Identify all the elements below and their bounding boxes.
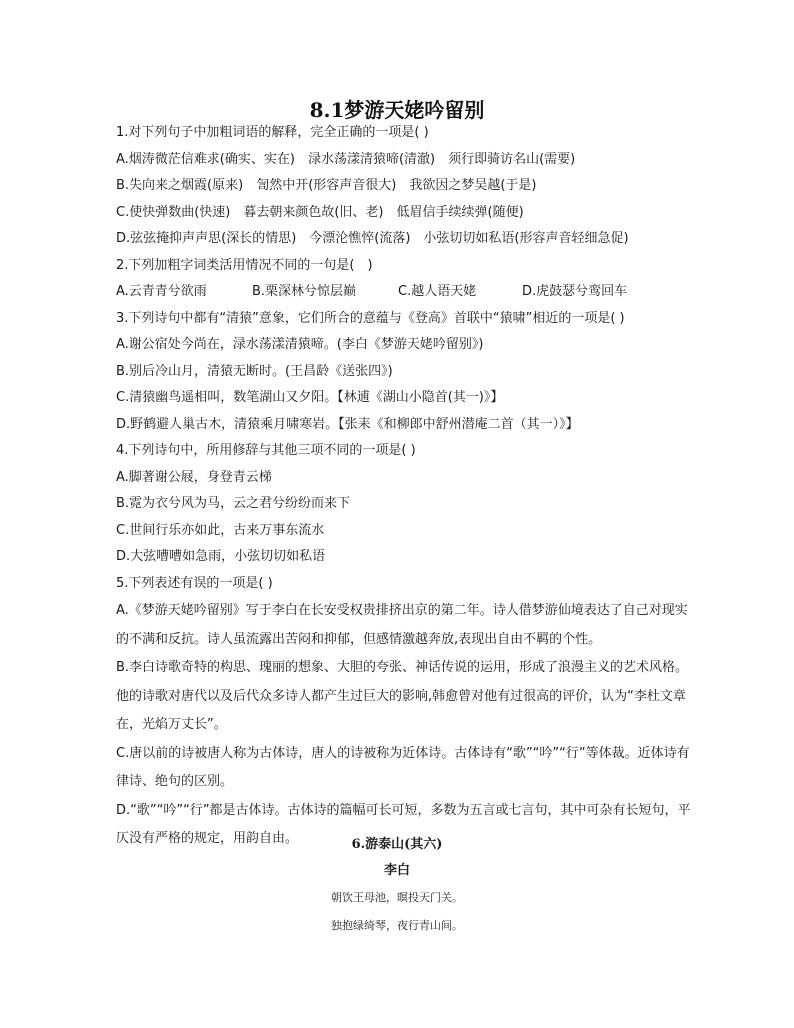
option-d: D.野鹤避人巢古木，清猿乘月啸寒岩。【张耒《和柳郎中舒州潜庵二首（其一）》】 bbox=[116, 416, 579, 432]
options-row bbox=[116, 279, 691, 306]
option-c: C.唐以前的诗被唐人称为古体诗，唐人的诗被称为近体诗。古体诗有“歌”“吟”“行”等体裁。近体诗有律诗、绝句的区别。 bbox=[116, 745, 690, 789]
question-1 bbox=[116, 120, 691, 253]
poem-author: 李白 bbox=[383, 863, 410, 878]
question-2 bbox=[116, 253, 691, 306]
option-a: A.云青青兮欲雨 bbox=[116, 284, 207, 299]
page-title: 8.1梦游天姥吟留别 bbox=[309, 98, 485, 122]
question-5 bbox=[116, 571, 691, 854]
option-d: D.弦弦掩抑声声思(深长的情思) 今漂沦憔悴(流落) 小弦切切如私语(形容声音轻细急促) bbox=[116, 231, 629, 246]
option-b: B.栗深林兮惊层巅 bbox=[252, 284, 357, 299]
poem-section bbox=[0, 832, 794, 940]
option-a: A.脚著谢公屐，身登青云梯 bbox=[116, 469, 272, 485]
option-a: A.谢公宿处今尚在，渌水荡漾清猿啼。(李白《梦游天姥吟留别》) bbox=[116, 337, 484, 352]
question-4 bbox=[116, 438, 691, 571]
question-3 bbox=[116, 306, 691, 439]
option-b: B.失向来之烟霞(原来) 訇然中开(形容声音很大) 我欲因之梦吴越(于是) bbox=[116, 178, 537, 193]
poem-line: 独抱绿绮琴，夜行青山间。 bbox=[331, 919, 463, 932]
question-stem: 2.下列加粗字词类活用情况不同的一句是( ) bbox=[116, 257, 373, 273]
question-stem: 5.下列表述有误的一项是( ) bbox=[116, 575, 273, 591]
option-d: D.虎鼓瑟兮鸾回车 bbox=[522, 284, 628, 299]
poem-title: 6.游泰山(其六) bbox=[351, 837, 443, 852]
question-stem: 3.下列诗句中都有“清猿”意象，它们所合的意蕴与《登高》首联中“猿啸”相近的一项是( ) bbox=[116, 310, 625, 326]
option-b: B.霓为衣兮风为马，云之君兮纷纷而来下 bbox=[116, 496, 351, 511]
option-c: C.使快弹数曲(快速) 暮去朝来颜色故(旧、老) 低眉信手续续弹(随便) bbox=[116, 204, 524, 220]
option-d: D.大弦嘈嘈如急雨，小弦切切如私语 bbox=[116, 549, 326, 564]
question-list bbox=[116, 120, 691, 854]
question-stem: 4.下列诗句中，所用修辞与其他三项不同的一项是( ) bbox=[116, 443, 416, 458]
option-c: C.清猿幽鸟遥相叫，数笔湖山又夕阳。【林逋《湖山小隐首(其一)》】 bbox=[116, 390, 504, 405]
option-a: A.烟涛微茫信难求(确实、实在) 渌水荡漾清猿啼(清澈) 须行即骑访名山(需要) bbox=[116, 151, 576, 167]
option-b: B.别后冷山月，清猿无断时。(王昌龄《送张四》) bbox=[116, 363, 393, 379]
option-b: B.李白诗歌奇特的构思、瑰丽的想象、大胆的夸张、神话传说的运用，形成了浪漫主义的艺术风格。他的诗歌对唐代以及后代众多诗人都产生过巨大的影响,韩愈曾对他有过很高的评价，认为“李杜文章在，光焰万丈长”。 bbox=[116, 660, 689, 732]
option-c: C.世间行乐亦如此，古来万事东流水 bbox=[116, 522, 325, 538]
question-stem: 1.对下列句子中加粗词语的解释，完全正确的一项是( ) bbox=[116, 125, 429, 140]
option-d: D.“歌”“吟”“行”都是古体诗。古体诗的篇幅可长可短，多数为五言或七言句，其中可杂有长短句，平仄没有严格的规定，用韵自由。 bbox=[116, 802, 691, 846]
option-a: A.《梦游天姥吟留别》写于李白在长安受权贵排挤出京的第二年。诗人借梦游仙境表达了自己对现实的不满和反抗。诗人虽流露出苦闷和抑郁，但感情激越奔放,表现出自由不羁的个性。 bbox=[116, 603, 688, 647]
option-c: C.越人语天姥 bbox=[398, 284, 477, 299]
poem-line: 朝饮王母池，暝投天门关。 bbox=[331, 891, 463, 904]
